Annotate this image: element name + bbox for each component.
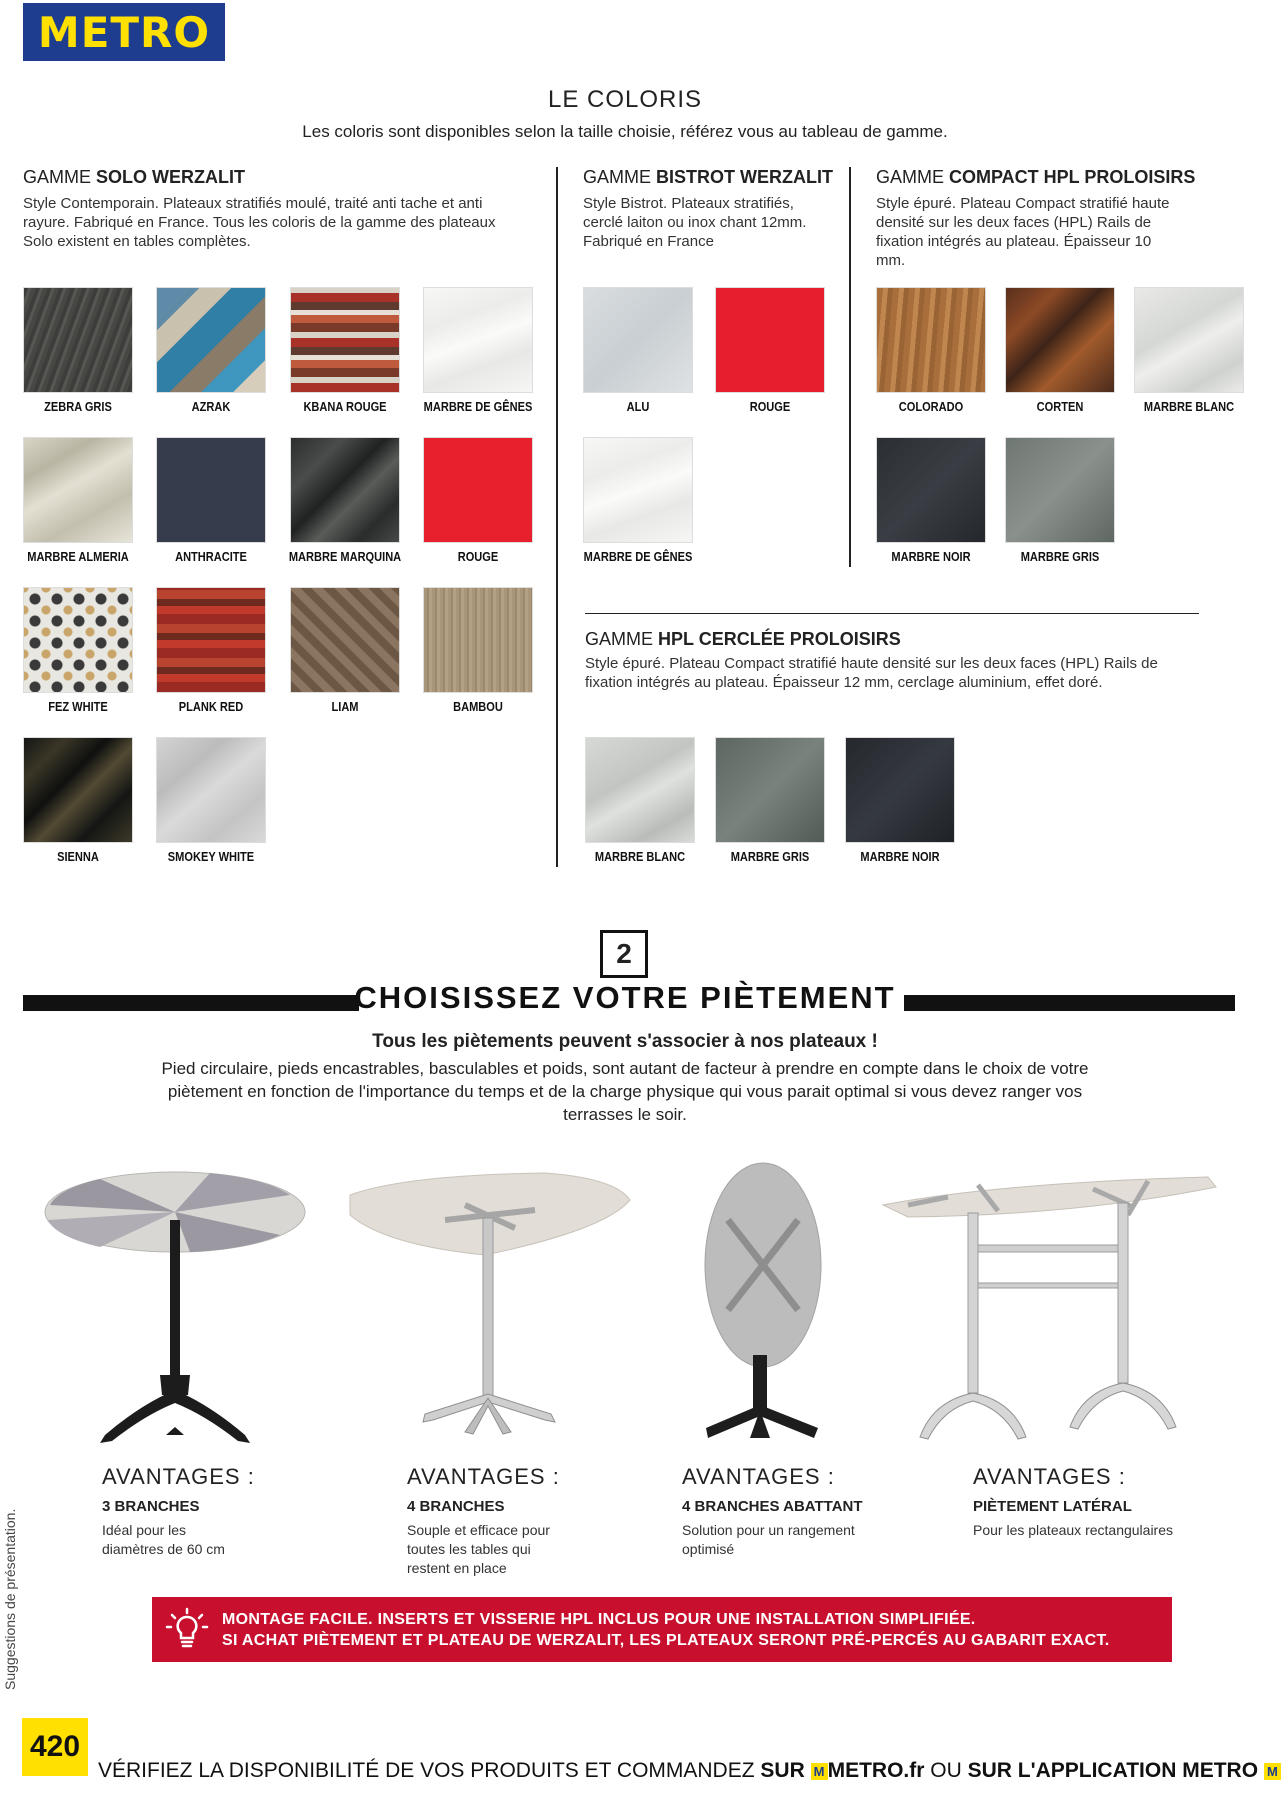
gamme-compact-desc: Style épuré. Plateau Compact stratifié haute densité sur les deux faces (HPL) Rails de fixation intégrés au plateau. Épaisseur 10 mm. xyxy=(876,195,1170,269)
gamme-hpl-title xyxy=(585,629,901,650)
swatch-tile xyxy=(23,287,133,393)
step-number: 2 xyxy=(600,930,648,978)
avantage-type: 4 BRANCHES xyxy=(407,1498,505,1515)
swatch-label: MARBRE ALMERIA xyxy=(27,549,129,564)
swatch-label: MARBRE BLANC xyxy=(594,849,686,864)
swatch-label: MARBRE BLANC xyxy=(1143,399,1235,414)
swatch-tile xyxy=(290,587,400,693)
avantage-type: 4 BRANCHES ABATTANT xyxy=(682,1498,863,1515)
swatch-tile xyxy=(876,287,986,393)
pietement-description: Pied circulaire, pieds encastrables, basculables et poids, sont autant de facteur à prendre en compte dans le choix de votre piètement en fonction de l'importance du temps et de la charge physique qui vous parait optimal si vous devez ranger vos terrasses le soir. xyxy=(161,1059,1089,1124)
gamme-bistrot-title xyxy=(583,167,833,188)
table-4-branches-abattant-image xyxy=(688,1160,838,1450)
swatch-tile xyxy=(423,587,533,693)
swatch-rouge[interactable] xyxy=(423,437,533,564)
swatch-tile xyxy=(156,587,266,693)
swatch-label: SMOKEY WHITE xyxy=(167,849,255,864)
gamme-solo-desc: Style Contemporain. Plateaux stratifiés moulé, traité anti tache et anti rayure. Fabriqué en France. Tous les coloris de la gamme des plateaux Solo existent en tables complètes. xyxy=(23,195,496,250)
swatch-label: LIAM xyxy=(331,699,359,714)
swatch-tile xyxy=(845,737,955,843)
footer-ou: OU xyxy=(924,1759,968,1782)
pietement-title: CHOISISSEZ VOTRE PIÈTEMENT xyxy=(354,980,896,1015)
swatch-tile xyxy=(290,437,400,543)
swatch-tile xyxy=(23,737,133,843)
swatch-marbre-gris[interactable] xyxy=(1005,437,1115,564)
metro-m-icon: M xyxy=(811,1763,828,1780)
swatch-label: ROUGE xyxy=(457,549,499,564)
logo-text: METRO xyxy=(37,7,211,57)
swatch-marbre-almeria[interactable] xyxy=(23,437,133,564)
footer-part1: VÉRIFIEZ LA DISPONIBILITÉ DE VOS PRODUITS ET COMMANDEZ xyxy=(98,1759,761,1782)
gamme-prefix: GAMME xyxy=(583,167,657,187)
avantage-4-branches xyxy=(407,1464,667,1578)
swatch-tile xyxy=(1005,287,1115,393)
footer-text xyxy=(98,1759,1281,1783)
swatch-tile xyxy=(156,737,266,843)
swatch-label: COLORADO xyxy=(898,399,964,414)
swatch-kbana-rouge[interactable] xyxy=(290,287,400,414)
footer-site-link[interactable]: METRO.fr xyxy=(827,1759,925,1782)
swatch-label: MARBRE NOIR xyxy=(891,549,971,564)
footer-sur: SUR xyxy=(760,1759,811,1782)
swatch-tile xyxy=(290,287,400,393)
swatch-corten[interactable] xyxy=(1005,287,1115,414)
page-number: 420 xyxy=(22,1718,88,1776)
swatch-tile xyxy=(715,287,825,393)
avantage-4-branches-abattant xyxy=(682,1464,942,1559)
swatch-tile xyxy=(423,287,533,393)
swatch-colorado[interactable] xyxy=(876,287,986,414)
montage-banner xyxy=(152,1597,1172,1662)
coloris-title: LE COLORIS xyxy=(547,86,703,113)
column-divider xyxy=(556,167,558,867)
avantage-3-branches xyxy=(102,1464,362,1559)
swatch-tile xyxy=(156,287,266,393)
side-note: Suggestions de présentation. xyxy=(2,1508,18,1690)
table-pietement-lateral-image xyxy=(878,1175,1223,1445)
swatch-tile xyxy=(23,437,133,543)
swatch-label: PLANK RED xyxy=(178,699,244,714)
swatch-liam[interactable] xyxy=(290,587,400,714)
swatch-alu[interactable] xyxy=(583,287,693,414)
swatch-marbre-noir[interactable] xyxy=(876,437,986,564)
avantage-heading: AVANTAGES : xyxy=(102,1464,255,1489)
swatch-hpl-marbre-blanc[interactable] xyxy=(585,737,695,864)
swatch-label: MARBRE GRIS xyxy=(1020,549,1100,564)
swatch-sienna[interactable] xyxy=(23,737,133,864)
swatch-label: MARBRE MARQUINA xyxy=(288,549,402,564)
footer-app[interactable]: SUR L'APPLICATION METRO xyxy=(967,1759,1259,1782)
swatch-label: ROUGE xyxy=(749,399,791,414)
metro-app-badge: M xyxy=(1264,1763,1281,1780)
swatch-plank-red[interactable] xyxy=(156,587,266,714)
pietement-subtitle: Tous les piètements peuvent s'associer à nos plateaux ! xyxy=(372,1031,878,1052)
lightbulb-icon xyxy=(152,1607,222,1653)
gamme-name: SOLO WERZALIT xyxy=(96,167,245,187)
swatch-tile xyxy=(585,737,695,843)
section-divider xyxy=(585,613,1199,614)
table-3-branches-image xyxy=(40,1165,310,1455)
swatch-smokey-white[interactable] xyxy=(156,737,266,864)
gamme-name: HPL CERCLÉE PROLOISIRS xyxy=(658,629,901,649)
swatch-marbre-de-genes[interactable] xyxy=(423,287,533,414)
swatch-label: ANTHRACITE xyxy=(175,549,247,564)
swatch-label: KBANA ROUGE xyxy=(303,399,387,414)
swatch-marbre-marquina[interactable] xyxy=(288,437,402,564)
swatch-label: MARBRE NOIR xyxy=(860,849,940,864)
avantage-text: Souple et efficace pour toutes les tables qui restent en place xyxy=(407,1522,550,1576)
swatch-bambou[interactable] xyxy=(423,587,533,714)
swatch-tile xyxy=(583,287,693,393)
banner-line-2: SI ACHAT PIÈTEMENT ET PLATEAU DE WERZALIT, LES PLATEAUX SERONT PRÉ-PERCÉS AU GABARIT EXACT. xyxy=(222,1631,1110,1649)
swatch-marbre-blanc[interactable] xyxy=(1134,287,1244,414)
swatch-hpl-marbre-noir[interactable] xyxy=(845,737,955,864)
swatch-label: AZRAK xyxy=(191,399,231,414)
avantage-pietement-lateral xyxy=(973,1464,1233,1540)
swatch-tile xyxy=(715,737,825,843)
table-4-branches-image xyxy=(345,1170,635,1440)
avantage-text: Solution pour un rangement optimisé xyxy=(682,1522,855,1557)
swatch-anthracite[interactable] xyxy=(156,437,266,564)
swatch-zebra-gris[interactable] xyxy=(23,287,133,414)
swatch-bistrot-marbre-de-genes[interactable] xyxy=(583,437,693,564)
swatch-tile xyxy=(1134,287,1244,393)
swatch-label: ALU xyxy=(626,399,650,414)
gamme-solo-title xyxy=(23,167,245,188)
swatch-label: ZEBRA GRIS xyxy=(44,399,112,414)
avantage-text: Pour les plateaux rectangulaires xyxy=(973,1522,1174,1538)
swatch-tile xyxy=(876,437,986,543)
column-divider xyxy=(849,167,851,567)
swatch-tile xyxy=(1005,437,1115,543)
swatch-hpl-marbre-gris[interactable] xyxy=(715,737,825,864)
avantage-type: 3 BRANCHES xyxy=(102,1498,200,1515)
gamme-bistrot-desc: Style Bistrot. Plateaux stratifiés, cerclé laiton ou inox chant 12mm. Fabriqué en France xyxy=(583,195,807,250)
swatch-label: MARBRE DE GÊNES xyxy=(423,399,533,414)
metro-logo xyxy=(23,3,225,61)
coloris-subtitle: Les coloris sont disponibles selon la taille choisie, référez vous au tableau de gamme. xyxy=(302,122,948,141)
banner-line-1: MONTAGE FACILE. INSERTS ET VISSERIE HPL INCLUS POUR UNE INSTALLATION SIMPLIFIÉE. xyxy=(222,1610,976,1628)
swatch-tile xyxy=(156,437,266,543)
gamme-name: BISTROT WERZALIT xyxy=(656,167,833,187)
swatch-fez-white[interactable] xyxy=(23,587,133,714)
avantage-text: Idéal pour les diamètres de 60 cm xyxy=(102,1522,225,1557)
swatch-tile xyxy=(423,437,533,543)
gamme-compact-title xyxy=(876,167,1195,188)
swatch-bistrot-rouge[interactable] xyxy=(715,287,825,414)
gamme-prefix: GAMME xyxy=(23,167,97,187)
gamme-hpl-desc: Style épuré. Plateau Compact stratifié haute densité sur les deux faces (HPL) Rails de fixation intégrés au plateau. Épaisseur 12 mm, cerclage aluminium, effet doré. xyxy=(585,655,1158,691)
avantage-heading: AVANTAGES : xyxy=(407,1464,560,1489)
swatch-azrak[interactable] xyxy=(156,287,266,414)
avantage-heading: AVANTAGES : xyxy=(973,1464,1126,1489)
gamme-name: COMPACT HPL PROLOISIRS xyxy=(949,167,1196,187)
swatch-label: MARBRE DE GÊNES xyxy=(583,549,693,564)
gamme-prefix: GAMME xyxy=(876,167,950,187)
avantage-heading: AVANTAGES : xyxy=(682,1464,835,1489)
swatch-tile xyxy=(23,587,133,693)
gamme-prefix: GAMME xyxy=(585,629,659,649)
swatch-label: BAMBOU xyxy=(453,699,503,714)
swatch-label: FEZ WHITE xyxy=(48,699,108,714)
swatch-label: MARBRE GRIS xyxy=(730,849,810,864)
swatch-tile xyxy=(583,437,693,543)
swatch-label: CORTEN xyxy=(1036,399,1084,414)
avantage-type: PIÈTEMENT LATÉRAL xyxy=(973,1498,1132,1515)
swatch-label: SIENNA xyxy=(57,849,99,864)
